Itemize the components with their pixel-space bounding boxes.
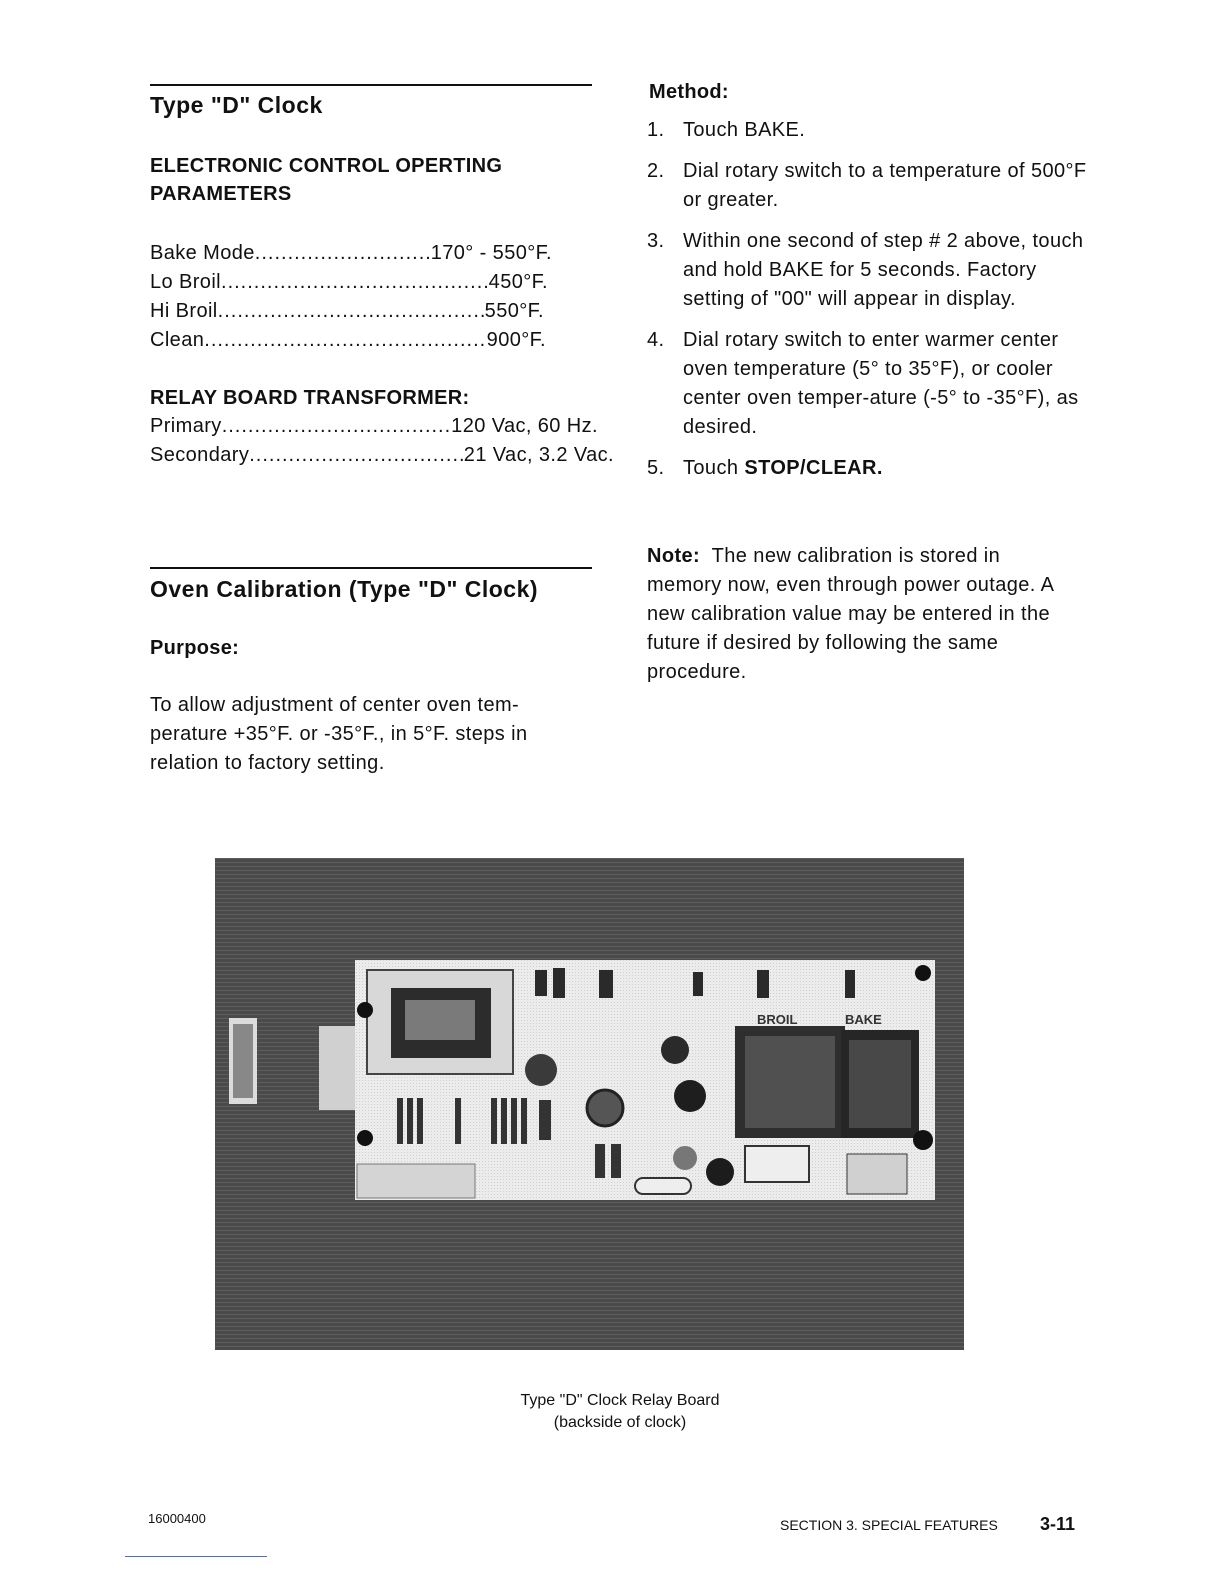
footer-section: SECTION 3. SPECIAL FEATURES: [780, 1517, 998, 1533]
param-row: [150, 268, 548, 297]
board-label-bake: BAKE: [845, 1012, 882, 1027]
method-step: [647, 227, 1097, 314]
mounting-hole: [357, 1002, 373, 1018]
relay-row: [150, 441, 614, 470]
purpose-label: Purpose:: [150, 637, 240, 659]
param-value: 170° - 550°F.: [430, 242, 552, 264]
method-label: Method:: [649, 81, 729, 103]
params-list: [150, 239, 552, 355]
purpose-text: To allow adjustment of center oven tem-perature +35°F. or -35°F., in 5°F. steps in relation to factory setting.: [150, 694, 528, 774]
method-steps: [647, 116, 1097, 495]
param-row: [150, 297, 544, 326]
param-value: 450°F.: [488, 271, 548, 293]
relay-value: 21 Vac, 3.2 Vac.: [463, 444, 614, 466]
param-value: 550°F.: [484, 300, 544, 322]
param-row: [150, 239, 552, 268]
mounting-hole: [357, 1130, 373, 1146]
connector-left-inner: [319, 1026, 355, 1110]
figure-caption: [420, 1390, 820, 1434]
step-number: 4.: [647, 329, 665, 351]
step-text: Dial rotary switch to enter warmer center oven temperature (5° to 35°F), or cooler center oven temper-ature (-5° to -35°F), as desired.: [683, 329, 1079, 438]
board-label-broil: BROIL: [757, 1012, 798, 1027]
param-label: Lo Broil: [150, 271, 222, 293]
param-label: Hi Broil: [150, 300, 218, 322]
caption-line-2: (backside of clock): [553, 1414, 687, 1431]
doc-number: 16000400: [148, 1511, 206, 1526]
step-text: Within one second of step # 2 above, touch and hold BAKE for 5 seconds. Factory setting of "00" will appear in display.: [683, 230, 1084, 310]
relay-label: Secondary: [150, 444, 250, 466]
relay-value: 120 Vac, 60 Hz.: [451, 415, 598, 437]
relay-list: [150, 412, 614, 470]
note-paragraph: [647, 542, 1077, 687]
method-step: [647, 326, 1097, 442]
method-step: [647, 454, 1097, 483]
step-text: Touch BAKE.: [683, 119, 806, 141]
step-number: 5.: [647, 457, 665, 479]
step-number: 1.: [647, 119, 665, 141]
step-text: Dial rotary switch to a temperature of 500°F or greater.: [683, 160, 1087, 211]
page-number: 3-11: [1040, 1514, 1076, 1534]
relay-label: Primary: [150, 415, 222, 437]
footer-underline: [125, 1556, 267, 1557]
caption-line-1: Type "D" Clock Relay Board: [520, 1392, 720, 1409]
capacitor: [661, 1036, 689, 1064]
param-label: Clean: [150, 329, 205, 351]
section1-subtitle: ELECTRONIC CONTROL OPERTING PARAMETERS: [150, 155, 503, 205]
step-number: 3.: [647, 230, 665, 252]
capacitor: [673, 1146, 697, 1170]
method-step: [647, 157, 1097, 215]
bottom-connector: [357, 1164, 475, 1198]
step-number: 2.: [647, 160, 665, 182]
method-step: [647, 116, 1097, 145]
step-text: Touch STOP/CLEAR.: [683, 457, 883, 479]
mounting-hole: [915, 965, 931, 981]
mounting-hole: [913, 1130, 933, 1150]
param-value: 900°F.: [486, 329, 546, 351]
param-label: Bake Mode: [150, 242, 255, 264]
relay-row: [150, 412, 598, 441]
capacitor: [525, 1054, 557, 1086]
section2-rule: [150, 567, 592, 569]
note-label: Note:: [647, 545, 701, 567]
section2-title: Oven Calibration (Type "D" Clock): [150, 576, 539, 602]
capacitor: [706, 1158, 734, 1186]
section1-rule: [150, 84, 592, 86]
relay-board-photo: [215, 858, 964, 1350]
capacitor: [674, 1080, 706, 1112]
relay-title: RELAY BOARD TRANSFORMER:: [150, 387, 470, 409]
param-row: [150, 326, 546, 355]
capacitor: [587, 1090, 623, 1126]
note-text: The new calibration is stored in memory now, even through power outage. A new calibration value may be entered in the future if desired by following the same procedure.: [647, 545, 1054, 683]
section1-title: Type "D" Clock: [150, 92, 323, 118]
